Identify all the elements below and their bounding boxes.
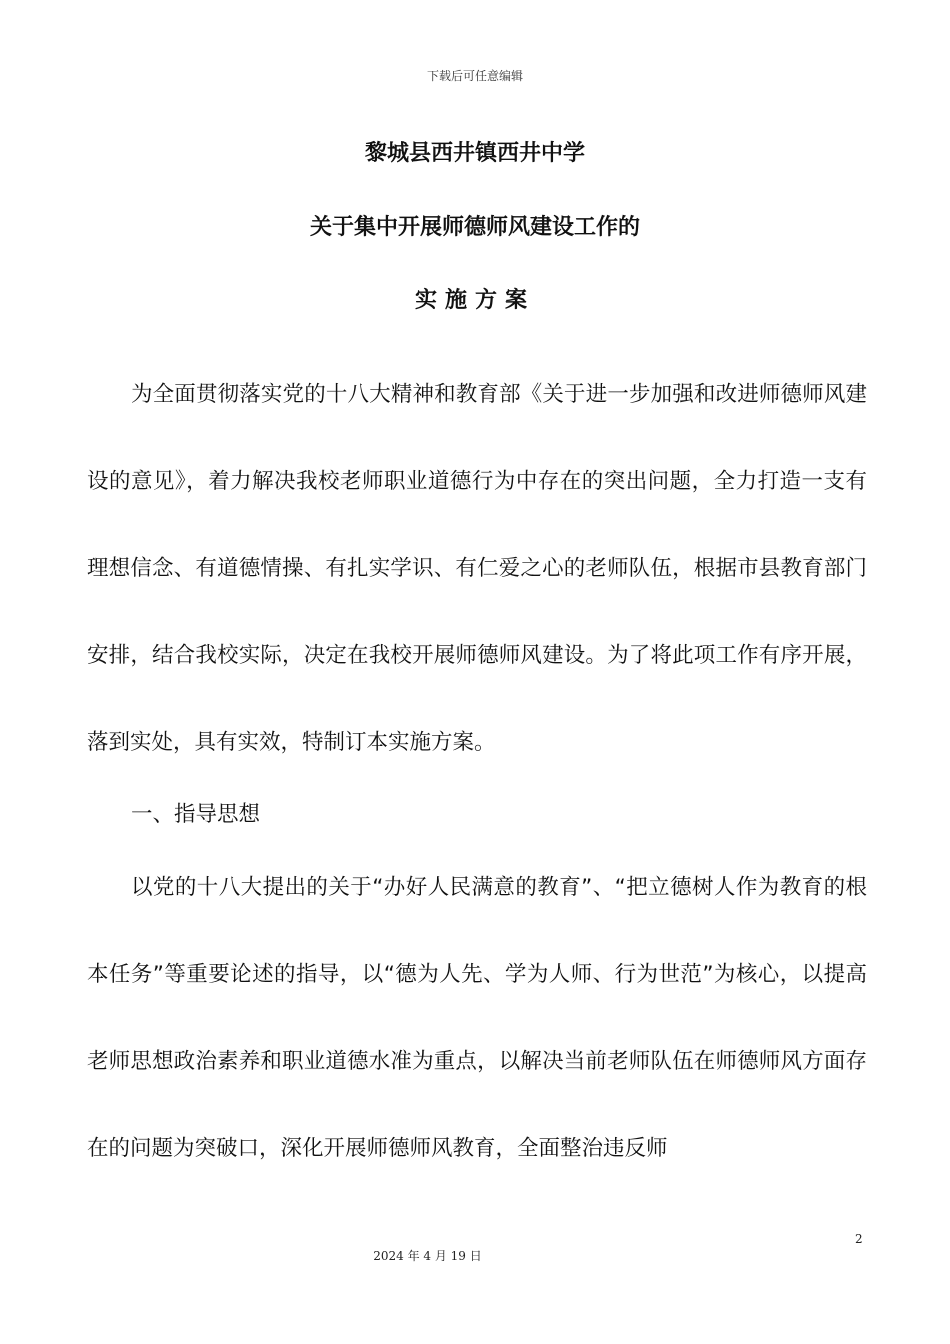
document-title-line-3: 实施方案 bbox=[414, 288, 535, 313]
section-body-guiding-thought: 以党的十八大提出的关于“办好人民满意的教育”、“把立德树人作为教育的根本任务”等重要论述的指导，以“德为人先、学为人师、行为世范”为核心，以提高老师思想政治素养和职业道德水准为重点，以解决当前老师队伍在师德师风方面存在的问题为突破口，深化开展师德师风教育，全面整治违反师 bbox=[87, 875, 867, 1161]
document-title-line-1: 黎城县西井镇西井中学 bbox=[364, 141, 585, 166]
header-note: 下载后可任意编辑 bbox=[426, 69, 523, 83]
footer-date: 2024 年 4 月 19 日 bbox=[373, 1249, 482, 1263]
page-number: 2 bbox=[855, 1232, 863, 1246]
intro-paragraph: 为全面贯彻落实党的十八大精神和教育部《关于进一步加强和改进师德师风建设的意见》，着力解决我校老师职业道德行为中存在的突出问题，全力打造一支有理想信念、有道德情操、有扎实学识、有仁爱之心的老师队伍，根据市县教育部门安排，结合我校实际，决定在我校开展师德师风建设。为了将此项工作有序开展，落到实处，具有实效，特制订本实施方案。 bbox=[87, 382, 867, 755]
document-title-line-2: 关于集中开展师德师风建设工作的 bbox=[309, 215, 640, 240]
section-heading-guiding-thought: 一、指导思想 bbox=[131, 802, 261, 827]
